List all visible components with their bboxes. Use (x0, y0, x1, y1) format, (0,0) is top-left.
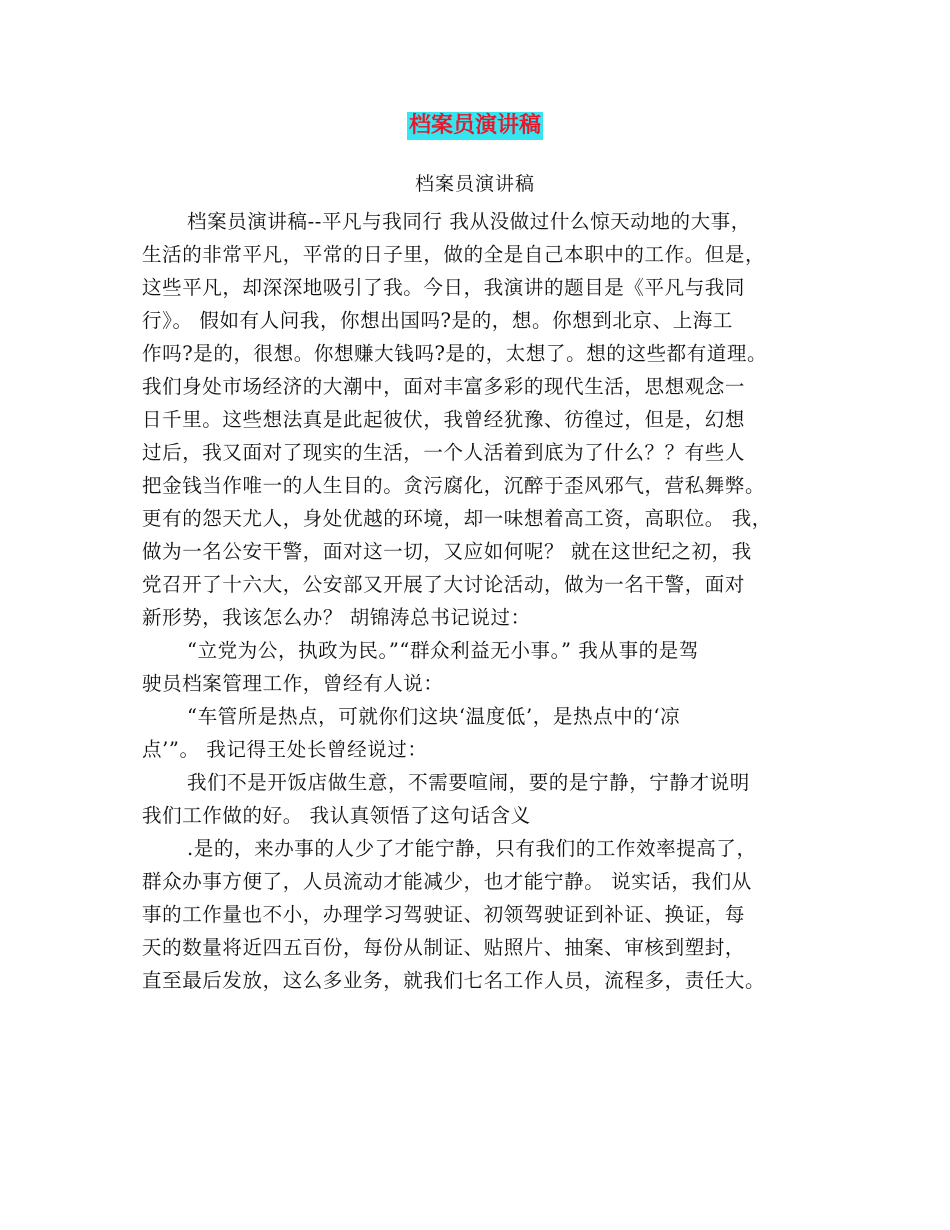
body-line: 作吗?是的，很想。你想赚大钱吗?是的，太想了。想的这些都有道理。 (142, 342, 768, 365)
body-line: 点’”。 我记得王处长曾经说过： (142, 738, 428, 761)
body-line: 行》。 假如有人问我，你想出国吗?是的，想。你想到北京、上海工 (142, 309, 734, 332)
body-line: 做为一名公安干警，面对这一切，又应如何呢？ 就在这世纪之初，我 (142, 540, 752, 563)
body-line: 驶员档案管理工作，曾经有人说： (142, 672, 444, 695)
body-line: 过后，我又面对了现实的生活，一个人活着到底为了什么？？有些人 (142, 441, 746, 464)
body-line: 新形势，我该怎么办？ 胡锦涛总书记说过： (142, 606, 531, 629)
body-line: “车管所是热点，可就你们这块‘温度低’，是热点中的‘凉 (187, 705, 681, 728)
body-line: 党召开了十六大，公安部又开展了大讨论活动，做为一名干警，面对 (142, 573, 746, 596)
body-line: 群众办事方便了，人员流动才能减少，也才能宁静。 说实话，我们从 (142, 870, 752, 893)
body-line: 生活的非常平凡，平常的日子里，做的全是自己本职中的工作。但是， (142, 243, 766, 266)
document-subtitle: 档案员演讲稿 (414, 173, 535, 195)
body-line: 我们工作做的好。 我认真领悟了这句话含义 (142, 804, 531, 827)
title-container (0, 112, 950, 140)
body-line: 日千里。这些想法真是此起彼伏，我曾经犹豫、彷徨过，但是，幻想 (142, 408, 746, 431)
body-line: 直至最后发放，这么多业务，就我们七名工作人员，流程多，责任大。 (142, 969, 766, 992)
body-line: 我们不是开饭店做生意，不需要喧闹，要的是宁静，宁静才说明 (187, 771, 750, 794)
body-line: .是的，来办事的人少了才能宁静，只有我们的工作效率提高了， (187, 837, 757, 860)
body-line: 更有的怨天尤人，身处优越的环境，却一味想着高工资，高职位。 我， (142, 507, 772, 530)
body-line: “立党为公，执政为民。”“群众利益无小事。” 我从事的是驾 (187, 639, 699, 662)
body-line: 这些平凡，却深深地吸引了我。今日，我演讲的题目是《平凡与我同 (142, 276, 746, 299)
body-line: 档案员演讲稿--平凡与我同行 我从没做过什么惊天动地的大事， (187, 210, 751, 233)
document-title: 档案员演讲稿 (408, 113, 541, 138)
body-line: 把金钱当作唯一的人生目的。贪污腐化，沉醉于歪风邪气，营私舞弊。 (142, 474, 766, 497)
body-line: 天的数量将近四五百份，每份从制证、贴照片、抽案、审核到塑封， (142, 936, 746, 959)
body-line: 事的工作量也不小，办理学习驾驶证、初领驾驶证到补证、换证，每 (142, 903, 746, 926)
body-line: 我们身处市场经济的大潮中，面对丰富多彩的现代生活，思想观念一 (142, 375, 746, 398)
